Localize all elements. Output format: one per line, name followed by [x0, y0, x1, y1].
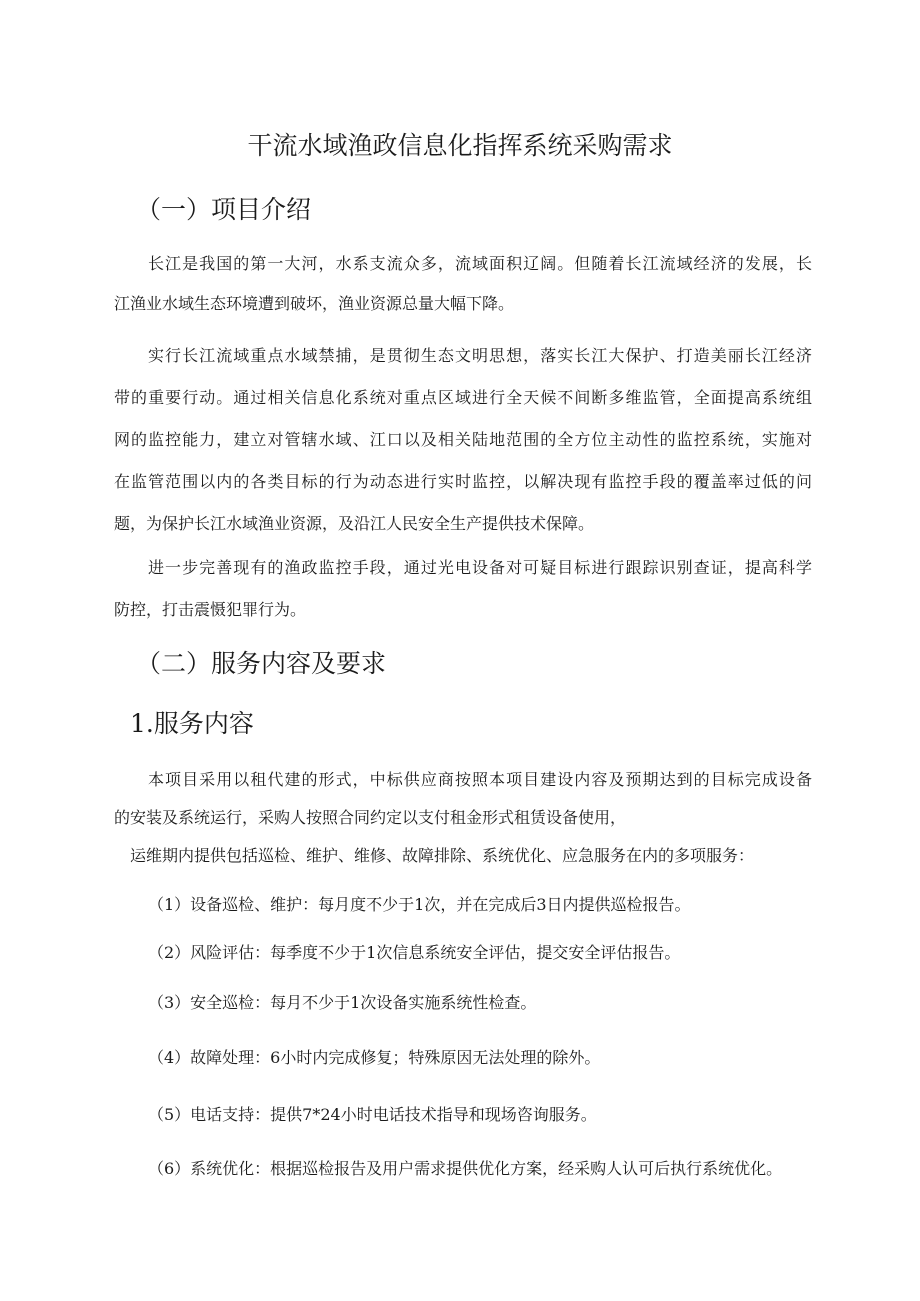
paragraph-line: 题，为保护长江水域渔业资源，及沿江人民安全生产提供技术保障。 — [114, 514, 595, 533]
paragraph-line: 防控，打击震慑犯罪行为。 — [114, 600, 307, 619]
service-item: （4）故障处理：6小时内完成修复；特殊原因无法处理的除外。 — [148, 1048, 601, 1067]
document-title: 干流水域渔政信息化指挥系统采购需求 — [247, 131, 673, 160]
paragraph-line: 运维期内提供包括巡检、维护、维修、故障排除、系统优化、应急服务在内的多项服务： — [130, 846, 755, 865]
service-item: （6）系统优化：根据巡检报告及用户需求提供优化方案，经采购人认可后执行系统优化。 — [148, 1159, 783, 1178]
paragraph-line: 网的监控能力，建立对管辖水域、江口以及相关陆地范围的全方位主动性的监控系统，实施对 — [114, 430, 812, 449]
paragraph-line: 实行长江流域重点水域禁捕，是贯彻生态文明思想，落实长江大保护、打造美丽长江经济 — [148, 346, 812, 365]
paragraph-line: 在监管范围以内的各类目标的行为动态进行实时监控，以解决现有监控手段的覆盖率过低的问 — [114, 472, 812, 491]
subheading-service-content: 1.服务内容 — [130, 709, 254, 738]
paragraph-line: 带的重要行动。通过相关信息化系统对重点区域进行全天候不间断多维监管，全面提高系统组 — [114, 388, 812, 407]
service-item: （2）风险评估：每季度不少于1次信息系统安全评估，提交安全评估报告。 — [148, 943, 681, 962]
paragraph-line: 长江是我国的第一大河，水系支流众多，流域面积辽阔。但随着长江流域经济的发展，长 — [148, 254, 812, 273]
service-item: （3）安全巡检：每月不少于1次设备实施系统性检查。 — [148, 993, 537, 1012]
service-item: （5）电话支持：提供7*24小时电话技术指导和现场咨询服务。 — [148, 1105, 597, 1124]
paragraph-line: 进一步完善现有的渔政监控手段，通过光电设备对可疑目标进行跟踪识别查证，提高科学 — [148, 558, 812, 577]
section-heading-project-intro: （一）项目介绍 — [136, 195, 312, 224]
paragraph-line: 本项目采用以租代建的形式，中标供应商按照本项目建设内容及预期达到的目标完成设备 — [148, 770, 812, 789]
section-heading-service: （二）服务内容及要求 — [136, 649, 387, 678]
paragraph-line: 江渔业水域生态环境遭到破坏，渔业资源总量大幅下降。 — [114, 294, 515, 313]
service-item: （1）设备巡检、维护：每月度不少于1次，并在完成后3日内提供巡检报告。 — [148, 895, 691, 914]
paragraph-line: 的安装及系统运行，采购人按照合同约定以支付租金形式租赁设备使用， — [114, 808, 627, 827]
